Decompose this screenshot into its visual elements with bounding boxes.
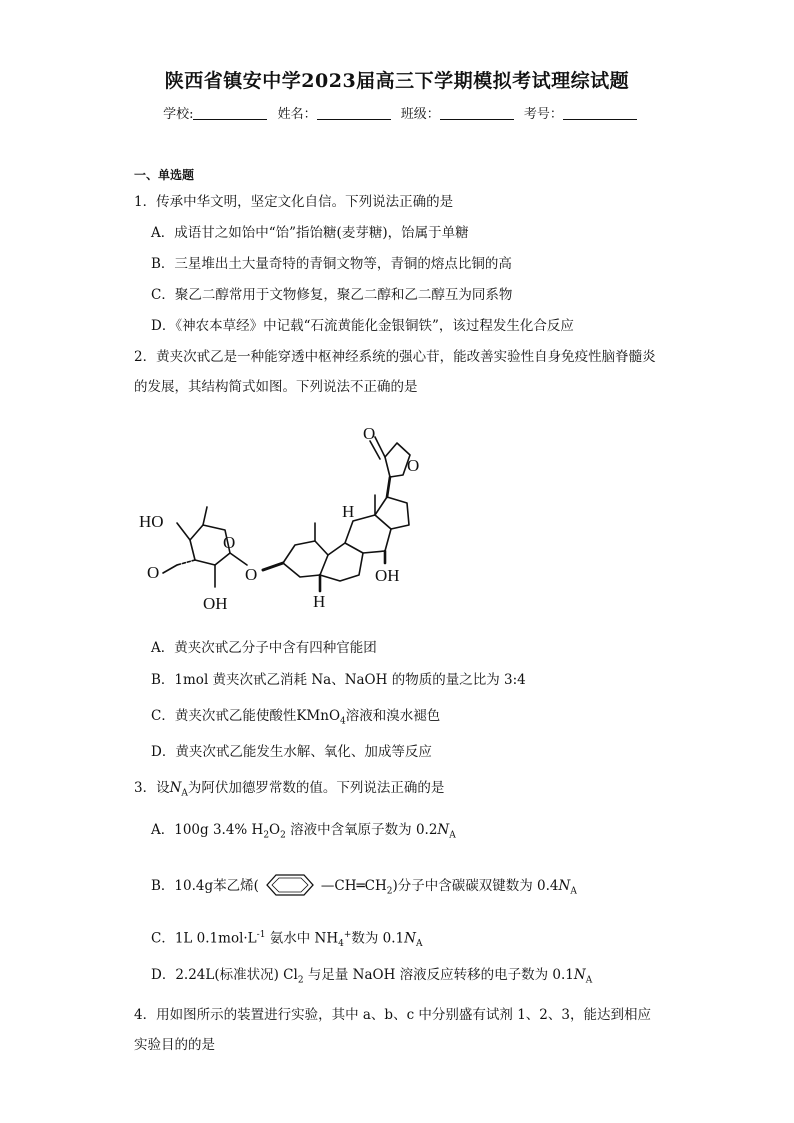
section-heading: 一、单选题 [134,168,195,182]
q3a-sub2: 2 [280,830,286,841]
question-1-option-d: D．《神农本草经》中记载“石流黄能化金银铜铁”，该过程发生化合反应 [151,318,574,334]
avogadro-sub: A [181,788,188,799]
q2c-formula: KMnO [296,708,341,724]
structure-diagram [135,415,675,610]
q3c-mid: 氨水中 NH [265,930,339,947]
question-1-option-a: A．成语甘之如饴中“饴”指饴糖(麦芽糖)，饴属于单糖 [151,225,469,241]
q3c-sub: 4 [338,939,344,950]
class-blank[interactable] [440,107,514,120]
q3c-na: N [404,930,416,947]
methoxy-bond [163,565,177,573]
butenolide-link [387,477,390,497]
question-3-option-c [151,925,422,954]
q3c-pre: C．1L 0.1mol·L [151,930,257,947]
question-3-stem [134,778,444,804]
steroid-ring-d [375,497,409,529]
sugar-ho-bond [177,523,190,540]
question-2-option-c [151,706,440,732]
label-ho-top: HO [139,512,164,531]
label-o-methoxy: O [147,563,160,582]
label-h-5: H [313,592,326,610]
q3c-sup: -1 [256,930,266,940]
label-o-carbonyl: O [363,424,376,443]
q3b-post: )分子中含碳碳双键数为 0.4 [392,878,559,894]
name-label: 姓名： [277,107,317,122]
question-2-option-d: D．黄夹次甙乙能发生水解、氧化、加成等反应 [151,744,432,760]
question-1-option-c: C．聚乙二醇常用于文物修复，聚乙二醇和乙二醇互为同系物 [151,287,513,303]
question-2-stem: 2．黄夹次甙乙是一种能穿透中枢神经系统的强心苷，能改善实验性自身免疫性脑脊髓炎的发展，其结构简式如图。下列说法不正确的是 [134,349,656,395]
q3a-na-sub: A [449,830,456,841]
q3a-pre: A．100g 3.4% H [151,822,264,838]
q3-stem-post: 为阿伏加德罗常数的值。下列说法正确的是 [187,780,445,796]
benzene-ring-icon [259,872,321,898]
question-4-stem: 4．用如图所示的装置进行实验，其中 a、b、c 中分别盛有试剂 1、2、3，能达到相应实验目的的是 [134,1007,651,1053]
q3c-sup2: + [343,930,352,940]
class-label: 班级： [400,107,440,122]
steroid-ring-b [320,543,363,581]
glycoside-bond-1 [230,553,247,565]
q3d-na-sub: A [585,975,593,986]
label-oh-bottom: OH [203,594,228,610]
q3b-pre: B．10.4g苯乙烯( [151,878,259,894]
sugar-ome-bond [177,560,195,565]
q3c-post: 数为 0.1 [351,930,405,947]
label-o-glycoside: O [245,565,258,584]
sugar-methyl [203,507,207,525]
number-blank[interactable] [563,107,637,120]
question-3-option-d [151,965,592,991]
school-blank[interactable] [193,107,267,120]
q3-stem-pre: 3．设 [134,780,170,796]
label-oh-14: OH [375,566,400,585]
q2c-formula-sub: 4 [340,716,346,727]
question-3-option-b [151,872,577,902]
q3b-na-sub: A [570,886,577,897]
steroid-ring-a [283,541,328,577]
label-o-ring: O [223,533,236,552]
question-1-option-b: B．三星堆出土大量奇特的青铜文物等，青铜的熔点比铜的高 [151,256,512,272]
q2c-text-pre: C．黄夹次甙乙能使酸性 [151,708,297,724]
q3b-na: N [558,878,571,894]
student-info-line [0,103,794,122]
school-label: 学校: [163,107,194,122]
exam-title: 陕西省镇安中学2023届高三下学期模拟考试理综试题 [164,70,630,92]
question-2-option-a: A．黄夹次甙乙分子中含有四种官能团 [151,640,377,656]
q3c-na-sub: A [415,939,423,950]
question-3-option-a [151,820,456,846]
q3d-na: N [573,967,586,983]
glycoside-bond-2 [263,563,283,570]
q3d-pre: D．2.24L(标准状况) Cl [151,967,298,983]
q3a-mid: O [269,822,281,838]
question-1-stem: 1．传承中华文明，坚定文化自信。下列说法正确的是 [134,194,454,210]
q3a-sub1: 2 [263,830,270,841]
q3b-sub: 2 [386,886,393,897]
avogadro-symbol: N [169,780,182,796]
q3b-chain: —CH═CH [320,878,387,894]
q3a-na: N [437,822,450,838]
q3a-post: 溶液中含氧原子数为 0.2 [285,822,438,838]
number-label: 考号： [523,107,563,122]
name-blank[interactable] [317,107,391,120]
label-h-9: H [342,502,355,521]
question-2-option-b: B．1mol 黄夹次甙乙消耗 Na、NaOH 的物质的量之比为 3:4 [151,672,526,688]
q3d-post: 与足量 NaOH 溶液反应转移的电子数为 0.1 [303,967,574,983]
label-o-lactone: O [407,456,420,475]
q2c-text-post: 溶液和溴水褪色 [345,708,441,724]
q3d-sub: 2 [297,975,304,986]
